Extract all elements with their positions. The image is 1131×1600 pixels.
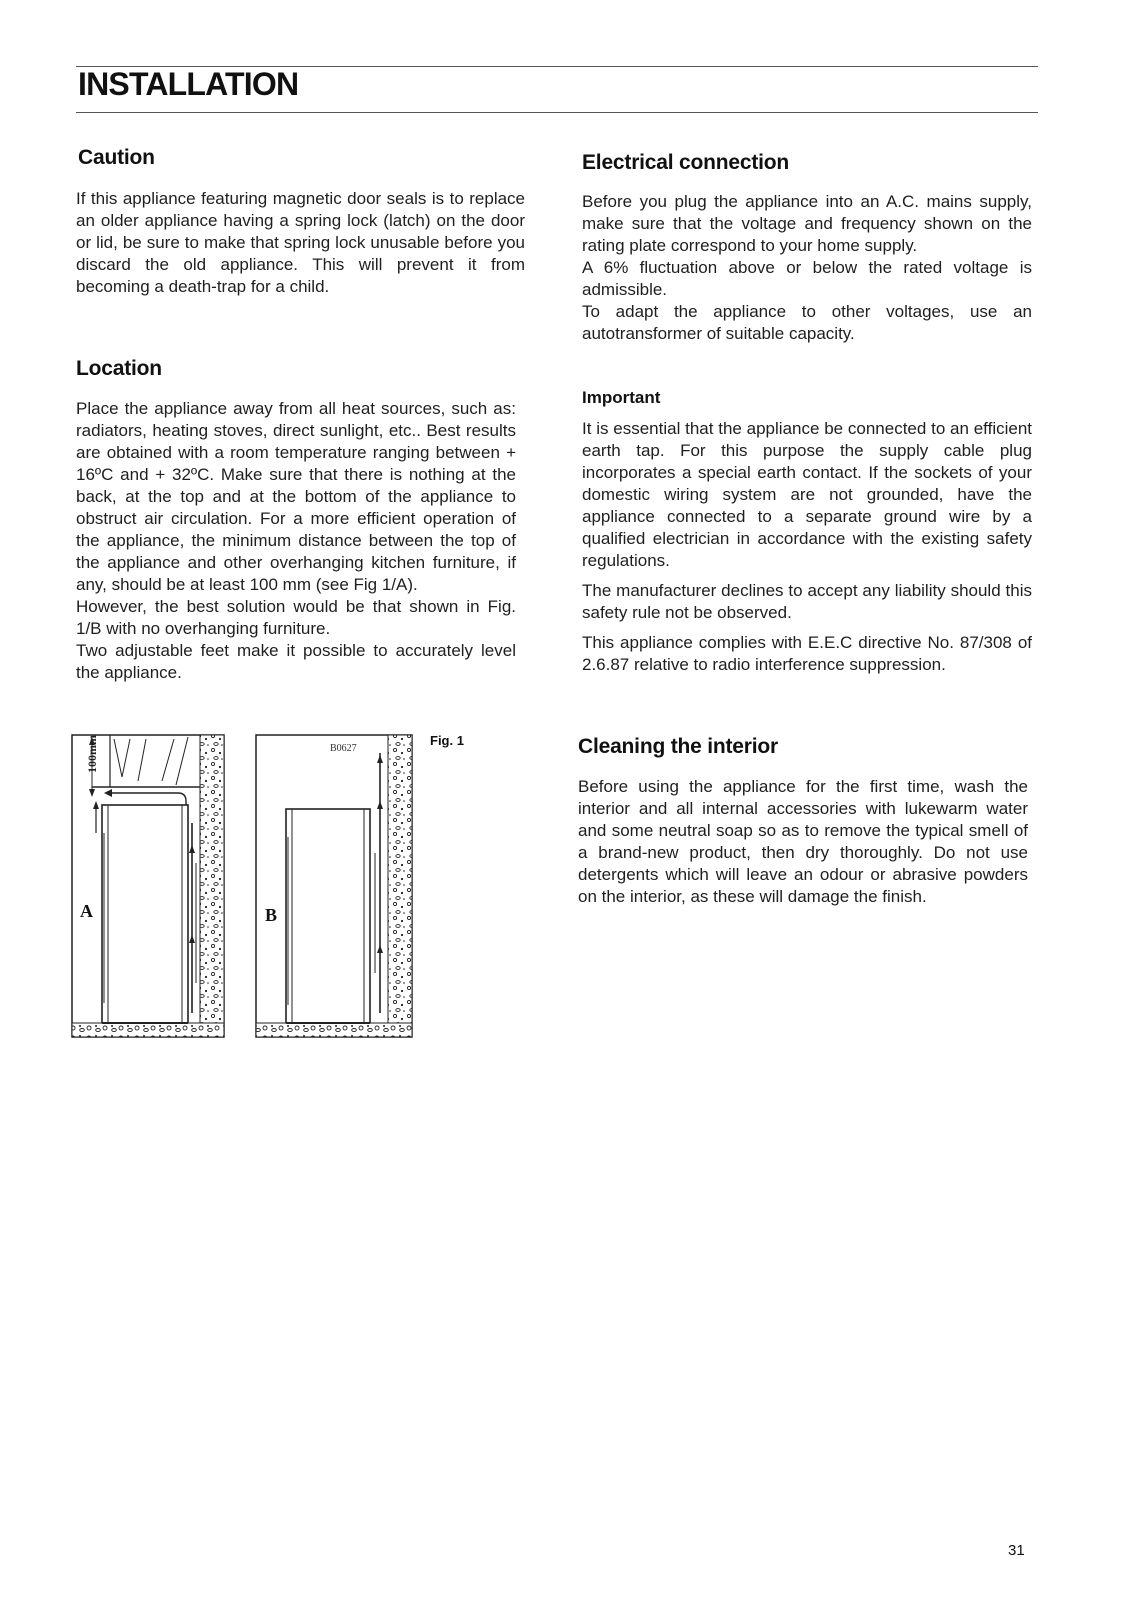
caution-heading: Caution [78, 146, 155, 169]
important-paragraph-1: It is essential that the appliance be connected to an efficient earth tap. For this purpose the supply cable plug incorporates a special earth contact. If the sockets of your domestic wiring system are not grounded, have the appliance connected to a separate ground wire by a qualified electrician in accordance with the existing safety regulations. [582, 419, 1032, 570]
panel-b-label: B [265, 905, 278, 925]
location-paragraph-2: However, the best solution would be that shown in Fig. 1/B with no overhanging furniture. [76, 597, 516, 638]
electrical-paragraph-2: A 6% fluctuation above or below the rated voltage is admissible. [582, 258, 1032, 299]
figure-label: Fig. 1 [430, 733, 464, 748]
panel-a [72, 735, 224, 1037]
header-rule-bottom [76, 112, 1038, 113]
figure-code: B0627 [330, 743, 357, 754]
caution-text [76, 188, 525, 298]
location-paragraph-3: Two adjustable feet make it possible to accurately level the appliance. [76, 641, 516, 682]
cleaning-heading: Cleaning the interior [578, 735, 778, 758]
cleaning-paragraph: Before using the appliance for the first time, wash the interior and all internal accessories with lukewarm water and some neutral soap so as to remove the typical smell of a brand-new product, then dry thoroughly. Do not use detergents which will leave an odour or abrasive powders on the interior, as these will damage the finish. [578, 777, 1028, 906]
panel-a-label: A [80, 901, 93, 921]
page-title: INSTALLATION [78, 66, 299, 102]
electrical-text [582, 191, 1032, 345]
electrical-heading: Electrical connection [582, 151, 790, 174]
page-number: 31 [1008, 1542, 1025, 1559]
panel-b [256, 735, 412, 1037]
cleaning-text [578, 776, 1028, 908]
important-text [582, 418, 1032, 676]
location-text [76, 398, 516, 684]
important-paragraph-3: This appliance complies with E.E.C directive No. 87/308 of 2.6.87 relative to radio interference suppression. [582, 633, 1032, 674]
location-heading: Location [76, 357, 162, 380]
important-paragraph-2: The manufacturer declines to accept any liability should this safety rule not be observed. [582, 581, 1032, 622]
electrical-paragraph-1: Before you plug the appliance into an A.C. mains supply, make sure that the voltage and frequency shown on the rating plate correspond to your home supply. [582, 192, 1032, 255]
installation-diagram [70, 733, 422, 1058]
location-paragraph-1: Place the appliance away from all heat sources, such as: radiators, heating stoves, direct sunlight, etc.. Best results are obtained with a room temperature ranging between + 16ºC and + 32ºC. Make sure that there is nothing at the back, at the top and at the bottom of the appliance to obstruct air circulation. For a more efficient operation of the appliance, the minimum distance between the top of the appliance and other overhanging kitchen furniture, if any, should be at least 100 mm (see Fig 1/A). [76, 399, 516, 594]
electrical-paragraph-3: To adapt the appliance to other voltages, use an autotransformer of suitable capacity. [582, 302, 1032, 343]
installation-figure [70, 733, 422, 1058]
dimension-label: 100mm min. [85, 733, 99, 773]
important-heading: Important [582, 388, 661, 407]
caution-paragraph: If this appliance featuring magnetic door seals is to replace an older appliance having a spring lock (latch) on the door or lid, be sure to make that spring lock unusable before you discard the old appliance. This will prevent it from becoming a death-trap for a child. [76, 189, 525, 296]
